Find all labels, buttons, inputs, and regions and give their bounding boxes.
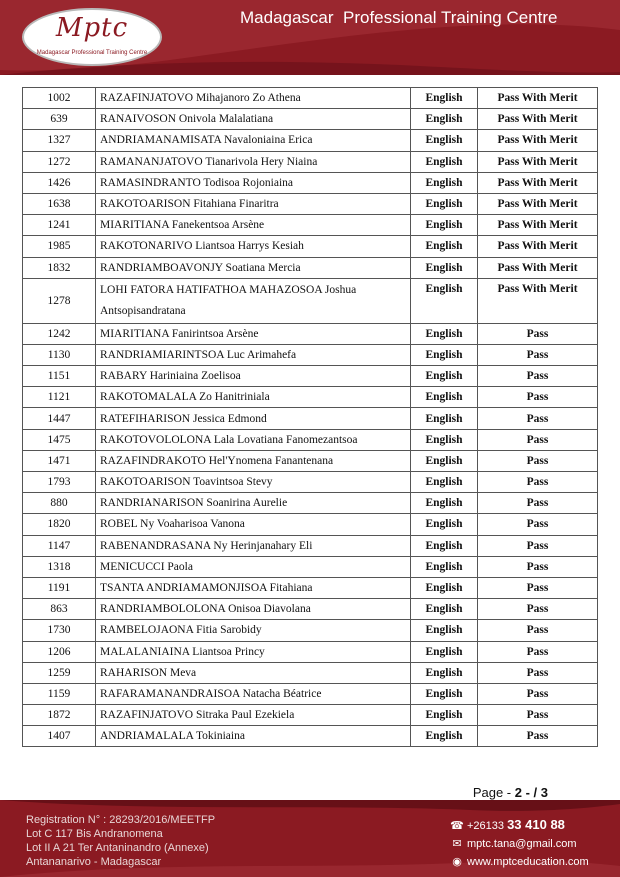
language-cell: English (411, 514, 478, 535)
language-cell: English (411, 726, 478, 747)
candidate-id-cell: 1259 (23, 662, 96, 683)
candidate-id-cell: 1832 (23, 257, 96, 278)
grade-cell: Pass With Merit (478, 215, 598, 236)
footer-phone (450, 816, 589, 835)
candidate-id-cell: 1121 (23, 387, 96, 408)
page-prefix: Page - (472, 785, 515, 800)
candidate-id-cell: 1820 (23, 514, 96, 535)
page-number (473, 785, 548, 800)
grade-cell: Pass (478, 493, 598, 514)
candidate-name-cell: RAMASINDRANTO Todisoa Rojoniaina (96, 172, 411, 193)
candidate-id-cell: 1278 (23, 278, 96, 323)
candidate-id-cell: 1426 (23, 172, 96, 193)
footer-address-block (26, 813, 215, 869)
language-cell: English (411, 278, 478, 323)
grade-cell: Pass With Merit (478, 172, 598, 193)
language-cell: English (411, 620, 478, 641)
grade-cell: Pass (478, 344, 598, 365)
phone-prefix: +26133 (467, 820, 508, 832)
table-row (23, 323, 598, 344)
grade-cell: Pass With Merit (478, 130, 598, 151)
grade-cell: Pass (478, 556, 598, 577)
language-cell: English (411, 662, 478, 683)
table-row (23, 366, 598, 387)
candidate-name-cell: RAZAFINDRAKOTO Hel'Ynomena Fanantenana (96, 450, 411, 471)
language-cell: English (411, 236, 478, 257)
candidate-name-cell: RAKOTONARIVO Liantsoa Harrys Kesiah (96, 236, 411, 257)
candidate-name-cell: RAHARISON Meva (96, 662, 411, 683)
table-row (23, 493, 598, 514)
language-cell: English (411, 257, 478, 278)
logo-subtitle: Madagascar Professional Training Centre (36, 50, 148, 56)
candidate-name-cell: RANDRIAMIARINTSOA Luc Arimahefa (96, 344, 411, 365)
grade-cell: Pass With Merit (478, 88, 598, 109)
grade-cell: Pass With Merit (478, 193, 598, 214)
candidate-name-cell: MIARITIANA Fanirintsoa Arsène (96, 323, 411, 344)
candidate-name-cell: MALALANIAINA Liantsoa Princy (96, 641, 411, 662)
globe-icon: ◉ (452, 856, 462, 868)
email-text: mptc.tana@gmail.com (467, 838, 577, 850)
language-cell: English (411, 323, 478, 344)
table-row (23, 620, 598, 641)
language-cell: English (411, 599, 478, 620)
table-row (23, 705, 598, 726)
candidate-name-cell: ANDRIAMANAMISATA Navaloniaina Erica (96, 130, 411, 151)
candidate-name-cell: RAZAFINJATOVO Sitraka Paul Ezekiela (96, 705, 411, 726)
footer-city: Antananarivo - Madagascar (26, 856, 162, 868)
candidate-id-cell: 1318 (23, 556, 96, 577)
grade-cell: Pass With Merit (478, 109, 598, 130)
candidate-name-cell: RAFARAMANANDRAISOA Natacha Béatrice (96, 683, 411, 704)
grade-cell: Pass (478, 641, 598, 662)
grade-cell: Pass (478, 429, 598, 450)
table-row (23, 109, 598, 130)
table-row (23, 450, 598, 471)
candidate-id-cell: 1327 (23, 130, 96, 151)
grade-cell: Pass With Merit (478, 236, 598, 257)
candidate-id-cell: 1191 (23, 577, 96, 598)
candidate-name-cell: RANDRIANARISON Soanirina Aurelie (96, 493, 411, 514)
language-cell: English (411, 450, 478, 471)
language-cell: English (411, 344, 478, 365)
grade-cell: Pass (478, 726, 598, 747)
table-row (23, 599, 598, 620)
candidate-name-cell: TSANTA ANDRIAMAMONJISOA Fitahiana (96, 577, 411, 598)
language-cell: English (411, 641, 478, 662)
candidate-id-cell: 1793 (23, 472, 96, 493)
page-separator: - / (521, 785, 541, 800)
table-row (23, 556, 598, 577)
language-cell: English (411, 130, 478, 151)
grade-cell: Pass (478, 387, 598, 408)
logo-wordmark: Mptc (55, 13, 129, 43)
candidate-id-cell: 1241 (23, 215, 96, 236)
candidate-name-cell: RAMANANJATOVO Tianarivola Hery Niaina (96, 151, 411, 172)
candidate-name-cell: MIARITIANA Fanekentsoa Arsène (96, 215, 411, 236)
table-row (23, 662, 598, 683)
grade-cell: Pass (478, 620, 598, 641)
candidate-id-cell: 880 (23, 493, 96, 514)
candidate-name-cell: MENICUCCI Paola (96, 556, 411, 577)
candidate-name-cell: RANDRIAMBOAVONJY Soatiana Mercia (96, 257, 411, 278)
candidate-id-cell: 1471 (23, 450, 96, 471)
candidate-name-cell: RANDRIAMBOLOLONA Onisoa Diavolana (96, 599, 411, 620)
candidate-id-cell: 1242 (23, 323, 96, 344)
results-table (22, 87, 598, 747)
language-cell: English (411, 387, 478, 408)
page-current: 2 (514, 785, 522, 800)
language-cell: English (411, 172, 478, 193)
table-row (23, 236, 598, 257)
grade-cell: Pass (478, 514, 598, 535)
grade-cell: Pass (478, 662, 598, 683)
table-row (23, 88, 598, 109)
candidate-id-cell: 1475 (23, 429, 96, 450)
table-row (23, 429, 598, 450)
language-cell: English (411, 472, 478, 493)
candidate-name-cell: ROBEL Ny Voaharisoa Vanona (96, 514, 411, 535)
candidate-name-cell: RABENANDRASANA Ny Herinjanahary Eli (96, 535, 411, 556)
footer-registration: Registration N° : 28293/2016/MEETFP (26, 814, 216, 826)
page-footer (0, 800, 620, 877)
candidate-id-cell: 1206 (23, 641, 96, 662)
candidate-name-cell: LOHI FATORA HATIFATHOA MAHAZOSOA Joshua Antsopisandratana (96, 278, 411, 323)
grade-cell: Pass (478, 577, 598, 598)
grade-cell: Pass (478, 705, 598, 726)
page-total: 3 (540, 785, 548, 800)
language-cell: English (411, 577, 478, 598)
language-cell: English (411, 535, 478, 556)
table-row (23, 278, 598, 323)
candidate-name-cell: RANAIVOSON Onivola Malalatiana (96, 109, 411, 130)
phone-icon: ☎ (450, 820, 464, 832)
grade-cell: Pass (478, 683, 598, 704)
table-row (23, 130, 598, 151)
grade-cell: Pass (478, 450, 598, 471)
language-cell: English (411, 556, 478, 577)
table-row (23, 514, 598, 535)
candidate-id-cell: 1130 (23, 344, 96, 365)
table-row (23, 172, 598, 193)
candidate-id-cell: 1447 (23, 408, 96, 429)
candidate-name-cell: RAZAFINJATOVO Mihajanoro Zo Athena (96, 88, 411, 109)
footer-email[interactable] (450, 835, 589, 853)
language-cell: English (411, 88, 478, 109)
language-cell: English (411, 705, 478, 726)
table-row (23, 535, 598, 556)
candidate-name-cell: RAKOTOARISON Toavintsoa Stevy (96, 472, 411, 493)
language-cell: English (411, 193, 478, 214)
candidate-name-cell: RAKOTOARISON Fitahiana Finaritra (96, 193, 411, 214)
footer-address-line-1: Lot C 117 Bis Andranomena (26, 828, 163, 840)
phone-number-bold: 33 410 88 (507, 817, 565, 832)
language-cell: English (411, 366, 478, 387)
candidate-id-cell: 1151 (23, 366, 96, 387)
candidate-id-cell: 1272 (23, 151, 96, 172)
table-row (23, 577, 598, 598)
grade-cell: Pass With Merit (478, 151, 598, 172)
candidate-id-cell: 1730 (23, 620, 96, 641)
language-cell: English (411, 151, 478, 172)
candidate-name-cell: RABARY Hariniaina Zoelisoa (96, 366, 411, 387)
table-row (23, 151, 598, 172)
language-cell: English (411, 493, 478, 514)
page-header (0, 0, 620, 75)
envelope-icon: ✉ (452, 838, 462, 850)
language-cell: English (411, 109, 478, 130)
table-row (23, 387, 598, 408)
grade-cell: Pass (478, 535, 598, 556)
footer-contact-block (450, 816, 589, 871)
language-cell: English (411, 215, 478, 236)
grade-cell: Pass With Merit (478, 278, 598, 323)
grade-cell: Pass (478, 366, 598, 387)
table-row (23, 726, 598, 747)
results-table-body (23, 88, 598, 747)
language-cell: English (411, 683, 478, 704)
website-text: www.mptceducation.com (467, 856, 589, 868)
candidate-id-cell: 863 (23, 599, 96, 620)
language-cell: English (411, 408, 478, 429)
mptc-logo (22, 8, 162, 66)
table-row (23, 193, 598, 214)
candidate-name-cell: RATEFIHARISON Jessica Edmond (96, 408, 411, 429)
candidate-id-cell: 1147 (23, 535, 96, 556)
table-row (23, 257, 598, 278)
table-row (23, 472, 598, 493)
candidate-id-cell: 1002 (23, 88, 96, 109)
language-cell: English (411, 429, 478, 450)
table-row (23, 408, 598, 429)
table-row (23, 683, 598, 704)
footer-website[interactable] (450, 853, 589, 871)
table-row (23, 215, 598, 236)
candidate-id-cell: 1638 (23, 193, 96, 214)
candidate-id-cell: 1159 (23, 683, 96, 704)
candidate-id-cell: 1985 (23, 236, 96, 257)
candidate-name-cell: RAMBELOJAONA Fitia Sarobidy (96, 620, 411, 641)
candidate-name-cell: RAKOTOVOLOLONA Lala Lovatiana Fanomezantsoa (96, 429, 411, 450)
table-row (23, 344, 598, 365)
candidate-id-cell: 1872 (23, 705, 96, 726)
candidate-id-cell: 639 (23, 109, 96, 130)
candidate-name-cell: ANDRIAMALALA Tokiniaina (96, 726, 411, 747)
table-row (23, 641, 598, 662)
header-title: Madagascar Professional Training Centre (240, 8, 558, 27)
grade-cell: Pass (478, 472, 598, 493)
grade-cell: Pass With Merit (478, 257, 598, 278)
candidate-name-cell: RAKOTOMALALA Zo Hanitriniala (96, 387, 411, 408)
grade-cell: Pass (478, 408, 598, 429)
grade-cell: Pass (478, 599, 598, 620)
candidate-id-cell: 1407 (23, 726, 96, 747)
grade-cell: Pass (478, 323, 598, 344)
footer-address-line-2: Lot II A 21 Ter Antaninandro (Annexe) (26, 842, 209, 854)
